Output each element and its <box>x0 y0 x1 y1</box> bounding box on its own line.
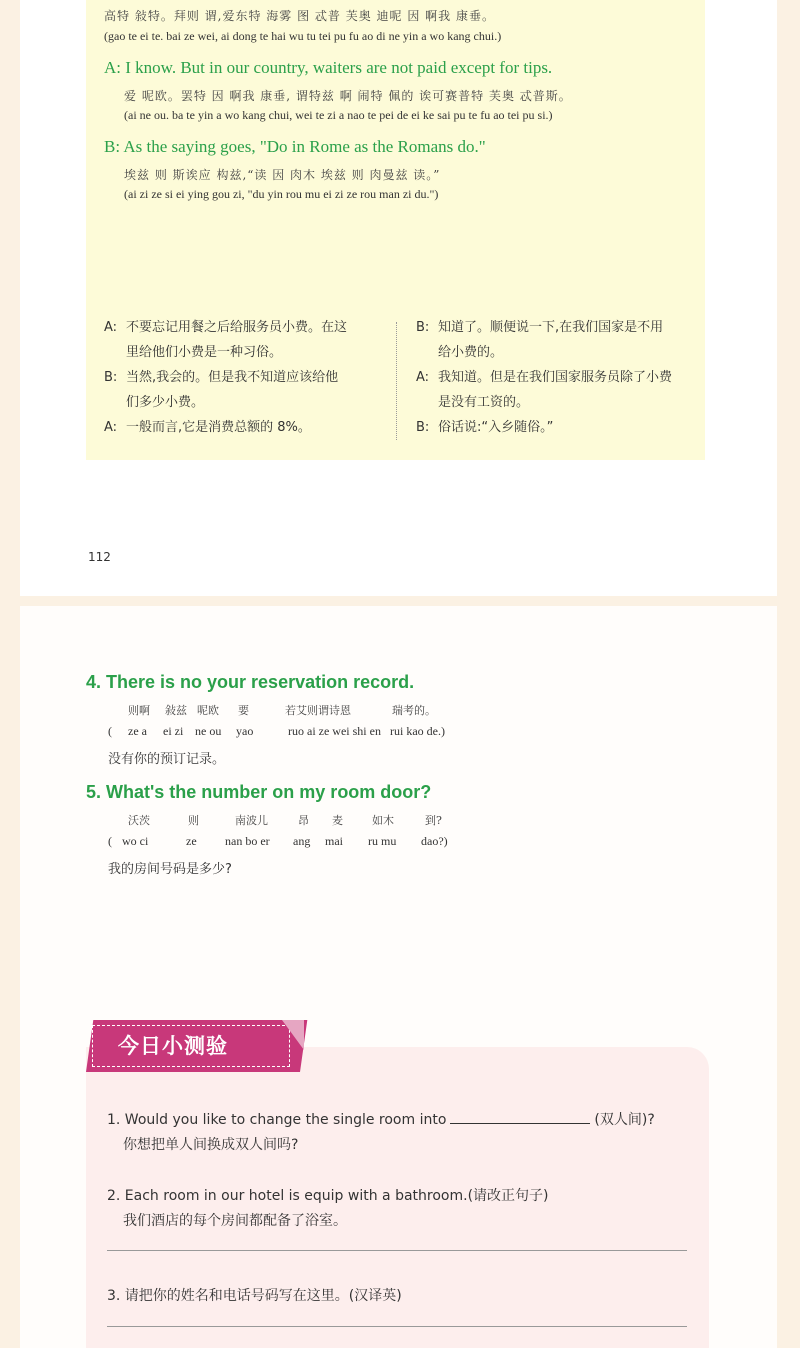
translation-row: B: 当然,我会的。但是我不知道应该给他 <box>104 370 339 385</box>
quiz-question-2-chinese: 我们酒店的每个房间都配备了浴室。 <box>123 1213 347 1229</box>
translation-right <box>416 315 706 440</box>
page-number: 112 <box>88 550 111 564</box>
quiz-question-2: 2. Each room in our hotel is equip with a bathroom.(请改正句子) <box>107 1188 549 1204</box>
quiz-title: 今日小测验 <box>118 1034 228 1058</box>
translation-row: A: 我知道。但是在我们国家服务员除了小费 <box>416 370 673 385</box>
dialog-pinyin-2: (ai ne ou. ba te yin a wo kang chui, wei te zi a nao te pei de ei ke sai pu te fu ao tei pu si.) <box>124 108 553 122</box>
translation-left <box>104 315 394 440</box>
translation-row: 们多少小费。 <box>126 395 205 410</box>
translation-row: B: 知道了。顺便说一下,在我们国家是不用 <box>416 320 664 335</box>
quiz-header-fold <box>282 1020 304 1050</box>
sentence-4-chinese: 没有你的预订记录。 <box>108 752 226 767</box>
quiz-question-3: 3. 请把你的姓名和电话号码写在这里。(汉译英) <box>107 1288 402 1304</box>
translation-row: A: 一般而言,它是消费总额的 8%。 <box>104 420 311 435</box>
dialog-han-1: 高特 敍特。拜则 谓,爱东特 海雾 图 忒普 芙奥 迪呢 因 啊我 康垂。 <box>104 9 495 23</box>
answer-line[interactable] <box>107 1250 687 1251</box>
dialog-pinyin-3: (ai zi ze si ei ying gou zi, "du yin rou mu ei zi ze rou man zi du.") <box>124 187 439 201</box>
translation-row: B: 俗话说:“入乡随俗。” <box>416 420 554 435</box>
dialog-english-b: B: As the saying goes, "Do in Rome as the Romans do." <box>104 137 486 156</box>
dialog-english-a: A: I know. But in our country, waiters are not paid except for tips. <box>104 58 553 77</box>
column-divider <box>396 322 397 440</box>
sentence-5-english: 5. What's the number on my room door? <box>86 782 432 802</box>
translation-row: 里给他们小费是一种习俗。 <box>126 345 283 360</box>
quiz-question-1-chinese: 你想把单人间换成双人间吗? <box>123 1137 299 1153</box>
sentence-5-chinese: 我的房间号码是多少? <box>108 862 232 877</box>
translation-row: 给小费的。 <box>438 345 504 360</box>
dialog-pinyin-1: (gao te ei te. bai ze wei, ai dong te hai wu tu tei pu fu ao di ne yin a wo kang chui.) <box>104 29 502 43</box>
answer-line[interactable] <box>107 1326 687 1327</box>
translation-row: A: 不要忘记用餐之后给服务员小费。在这 <box>104 320 348 335</box>
dialog-han-3: 埃兹 则 斯诶应 构兹,“读 因 肉木 埃兹 则 肉曼兹 读。” <box>124 168 441 182</box>
translation-row: 是没有工资的。 <box>438 395 530 410</box>
sentence-4-english: 4. There is no your reservation record. <box>86 672 415 692</box>
answer-blank[interactable] <box>450 1109 590 1124</box>
quiz-question-1: 1. Would you like to change the single room into (双人间)? <box>107 1109 655 1129</box>
dialog-han-2: 爱 呢欧。罢特 因 啊我 康垂, 谓特兹 啊 闹特 佩的 诶可赛普特 芙奥 忒普斯。 <box>124 89 572 103</box>
